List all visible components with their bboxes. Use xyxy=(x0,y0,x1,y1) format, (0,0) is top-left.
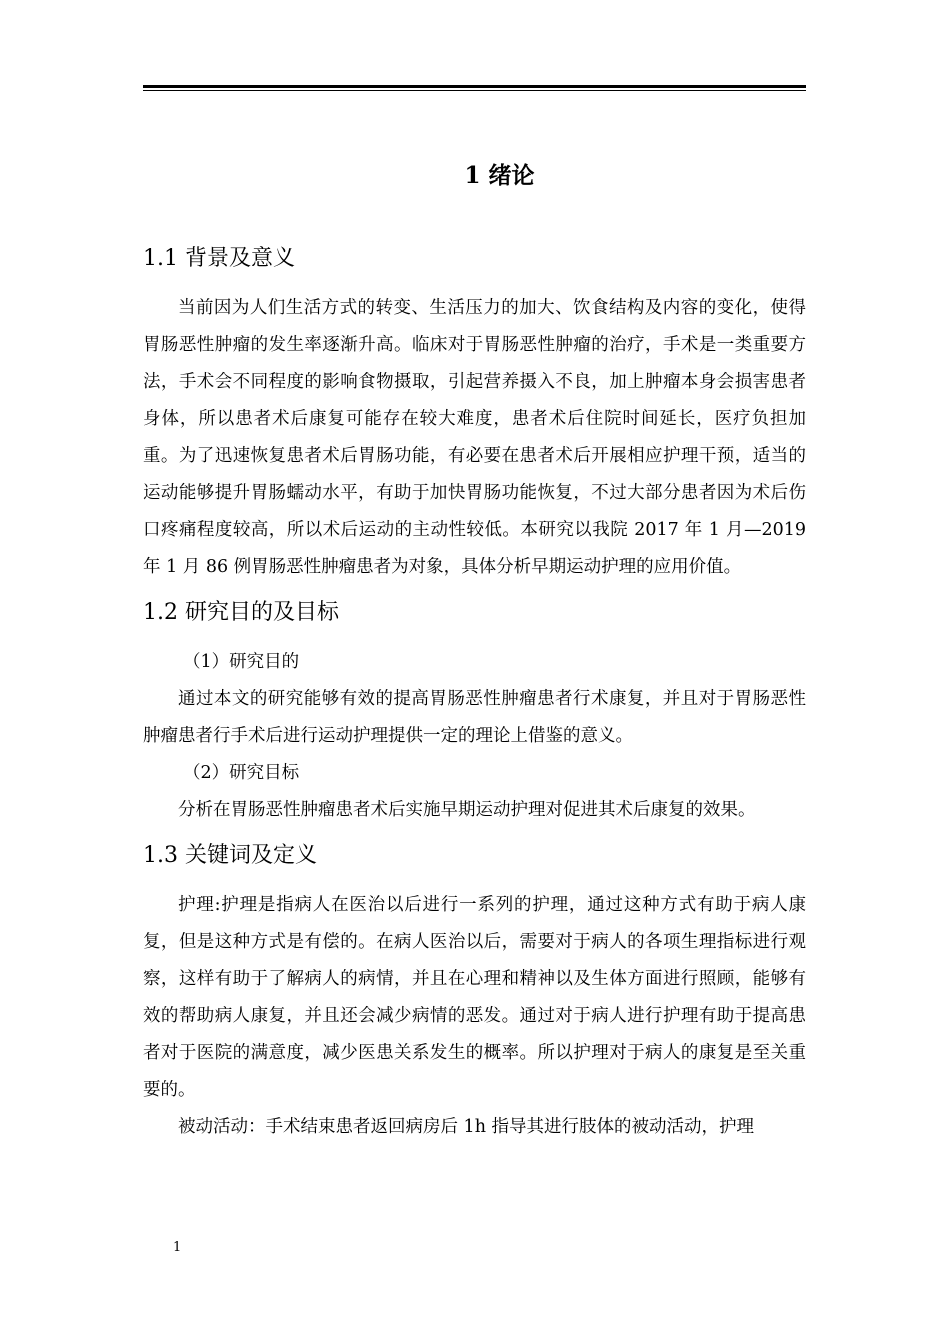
page-content xyxy=(143,150,806,1146)
header-double-rule xyxy=(143,85,806,92)
header-rule-thick xyxy=(143,85,806,88)
section-heading-1-1: 1.1 背景及意义 xyxy=(143,246,295,271)
definition-nursing: 护理:护理是指病人在医治以后进行一系列的护理，通过这种方式有助于病人康复，但是这种方式是有偿的。在病人医治以后，需要对于病人的各项生理指标进行观察，这样有助于了解病人的病情，并且在心理和精神以及生体方面进行照顾，能够有效的帮助病人康复，并且还会减少病情的恶发。通过对于病人进行护理有助于提高患者对于医院的满意度，减少医患关系发生的概率。所以护理对于病人的康复是至关重要的。 xyxy=(143,895,806,1100)
section-1-1-paragraph: 当前因为人们生活方式的转变、生活压力的加大、饮食结构及内容的变化，使得胃肠恶性肿瘤的发生率逐渐升高。临床对于胃肠恶性肿瘤的治疗，手术是一类重要方法，手术会不同程度的影响食物摄取，引起营养摄入不良，加上肿瘤本身会损害患者身体，所以患者术后康复可能存在较大难度，患者术后住院时间延长，医疗负担加重。为了迅速恢复患者术后胃肠功能，有必要在患者术后开展相应护理干预，适当的运动能够提升胃肠蠕动水平，有助于加快胃肠功能恢复，不过大部分患者因为术后伤口疼痛程度较高，所以术后运动的主动性较低。本研究以我院 2017 年 1 月—2019 年 1 月 86 例胃肠恶性肿瘤患者为对象，具体分析早期运动护理的应用价值。 xyxy=(143,298,806,577)
research-goal-text: 分析在胃肠恶性肿瘤患者术后实施早期运动护理对促进其术后康复的效果。 xyxy=(178,800,756,820)
research-goal-label: （2）研究目标 xyxy=(183,763,300,783)
chapter-title: 1 绪论 xyxy=(464,162,535,189)
header-rule-thin xyxy=(143,90,806,91)
section-heading-1-2: 1.2 研究目的及目标 xyxy=(143,600,339,625)
research-purpose-label: （1）研究目的 xyxy=(183,652,300,672)
research-purpose-text: 通过本文的研究能够有效的提高胃肠恶性肿瘤患者行术康复，并且对于胃肠恶性肿瘤患者行手术后进行运动护理提供一定的理论上借鉴的意义。 xyxy=(143,689,806,746)
page-number: 1 xyxy=(173,1240,182,1255)
section-heading-1-3: 1.3 关键词及定义 xyxy=(143,843,317,868)
definition-passive-activity: 被动活动：手术结束患者返回病房后 1h 指导其进行肢体的被动活动，护理 xyxy=(178,1117,755,1137)
